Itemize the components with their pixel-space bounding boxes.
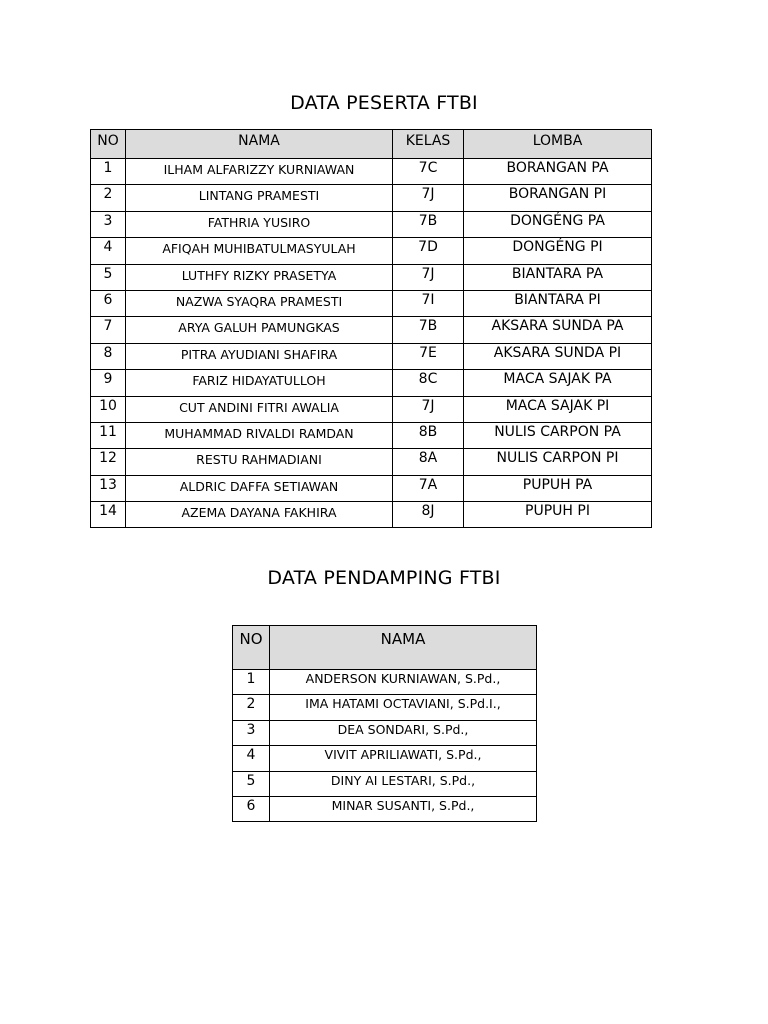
cell-no: 1	[91, 159, 126, 185]
cell-no: 13	[91, 475, 126, 501]
cell-lomba: MACA SAJAK PI	[464, 396, 652, 422]
cell-nama: FATHRIA YUSIRO	[126, 211, 393, 237]
table-pendamping-body	[233, 670, 537, 822]
cell-nama: ANDERSON KURNIAWAN, S.Pd.,	[270, 670, 537, 695]
table-row	[91, 502, 652, 528]
cell-kelas: 8J	[393, 502, 464, 528]
header-nama: NAMA	[126, 130, 393, 159]
cell-lomba: DONGÉNG PA	[464, 211, 652, 237]
cell-kelas: 7I	[393, 290, 464, 316]
cell-kelas: 7J	[393, 185, 464, 211]
cell-kelas: 7C	[393, 159, 464, 185]
table-row	[91, 211, 652, 237]
cell-no: 3	[91, 211, 126, 237]
table-row	[91, 396, 652, 422]
cell-lomba: MACA SAJAK PA	[464, 370, 652, 396]
header-lomba: LOMBA	[464, 130, 652, 159]
table-header-row	[91, 130, 652, 159]
cell-lomba: AKSARA SUNDA PA	[464, 317, 652, 343]
cell-no: 3	[233, 720, 270, 745]
table-row	[233, 746, 537, 771]
cell-lomba: PUPUH PA	[464, 475, 652, 501]
cell-lomba: BORANGAN PA	[464, 159, 652, 185]
cell-no: 4	[233, 746, 270, 771]
table-row	[233, 720, 537, 745]
cell-kelas: 8B	[393, 422, 464, 448]
cell-no: 4	[91, 238, 126, 264]
table-row	[91, 343, 652, 369]
title-data-peserta: DATA PESERTA FTBI	[290, 92, 478, 114]
title-data-pendamping: DATA PENDAMPING FTBI	[267, 567, 501, 589]
cell-nama: MINAR SUSANTI, S.Pd.,	[270, 796, 537, 821]
cell-lomba: BORANGAN PI	[464, 185, 652, 211]
cell-kelas: 7D	[393, 238, 464, 264]
cell-lomba: AKSARA SUNDA PI	[464, 343, 652, 369]
cell-lomba: NULIS CARPON PI	[464, 449, 652, 475]
cell-nama: FARIZ HIDAYATULLOH	[126, 370, 393, 396]
table-row	[91, 449, 652, 475]
header-no: NO	[233, 626, 270, 670]
table-row	[91, 370, 652, 396]
cell-nama: RESTU RAHMADIANI	[126, 449, 393, 475]
header-nama: NAMA	[270, 626, 537, 670]
table-row	[91, 185, 652, 211]
cell-kelas: 7B	[393, 211, 464, 237]
cell-nama: LUTHFY RIZKY PRASETYA	[126, 264, 393, 290]
cell-kelas: 8A	[393, 449, 464, 475]
cell-nama: AFIQAH MUHIBATULMASYULAH	[126, 238, 393, 264]
cell-nama: MUHAMMAD RIVALDI RAMDAN	[126, 422, 393, 448]
cell-nama: ALDRIC DAFFA SETIAWAN	[126, 475, 393, 501]
table-row	[91, 317, 652, 343]
cell-no: 14	[91, 502, 126, 528]
table-row	[91, 159, 652, 185]
cell-no: 7	[91, 317, 126, 343]
cell-nama: NAZWA SYAQRA PRAMESTI	[126, 290, 393, 316]
cell-lomba: PUPUH PI	[464, 502, 652, 528]
cell-kelas: 7B	[393, 317, 464, 343]
table-header-row	[233, 626, 537, 670]
cell-kelas: 7J	[393, 396, 464, 422]
table-pendamping	[232, 625, 537, 822]
cell-nama: IMA HATAMI OCTAVIANI, S.Pd.I.,	[270, 695, 537, 720]
cell-no: 5	[91, 264, 126, 290]
cell-nama: AZEMA DAYANA FAKHIRA	[126, 502, 393, 528]
cell-no: 12	[91, 449, 126, 475]
cell-lomba: DONGÉNG PI	[464, 238, 652, 264]
cell-nama: PITRA AYUDIANI SHAFIRA	[126, 343, 393, 369]
cell-no: 6	[91, 290, 126, 316]
cell-no: 6	[233, 796, 270, 821]
cell-no: 2	[233, 695, 270, 720]
cell-nama: VIVIT APRILIAWATI, S.Pd.,	[270, 746, 537, 771]
cell-nama: ILHAM ALFARIZZY KURNIAWAN	[126, 159, 393, 185]
cell-nama: DEA SONDARI, S.Pd.,	[270, 720, 537, 745]
table-row	[91, 422, 652, 448]
table-row	[233, 771, 537, 796]
cell-nama: DINY AI LESTARI, S.Pd.,	[270, 771, 537, 796]
header-no: NO	[91, 130, 126, 159]
cell-no: 8	[91, 343, 126, 369]
table-row	[91, 290, 652, 316]
cell-no: 1	[233, 670, 270, 695]
cell-kelas: 8C	[393, 370, 464, 396]
cell-kelas: 7E	[393, 343, 464, 369]
cell-no: 5	[233, 771, 270, 796]
cell-nama: ARYA GALUH PAMUNGKAS	[126, 317, 393, 343]
table-row	[233, 796, 537, 821]
cell-kelas: 7A	[393, 475, 464, 501]
table-row	[91, 475, 652, 501]
table-row	[91, 264, 652, 290]
cell-no: 10	[91, 396, 126, 422]
table-peserta	[90, 129, 652, 528]
cell-nama: LINTANG PRAMESTI	[126, 185, 393, 211]
table-row	[91, 238, 652, 264]
cell-lomba: BIANTARA PA	[464, 264, 652, 290]
cell-no: 11	[91, 422, 126, 448]
header-kelas: KELAS	[393, 130, 464, 159]
cell-kelas: 7J	[393, 264, 464, 290]
cell-lomba: NULIS CARPON PA	[464, 422, 652, 448]
cell-no: 9	[91, 370, 126, 396]
cell-no: 2	[91, 185, 126, 211]
table-row	[233, 670, 537, 695]
cell-lomba: BIANTARA PI	[464, 290, 652, 316]
cell-nama: CUT ANDINI FITRI AWALIA	[126, 396, 393, 422]
table-row	[233, 695, 537, 720]
table-peserta-body	[91, 159, 652, 528]
